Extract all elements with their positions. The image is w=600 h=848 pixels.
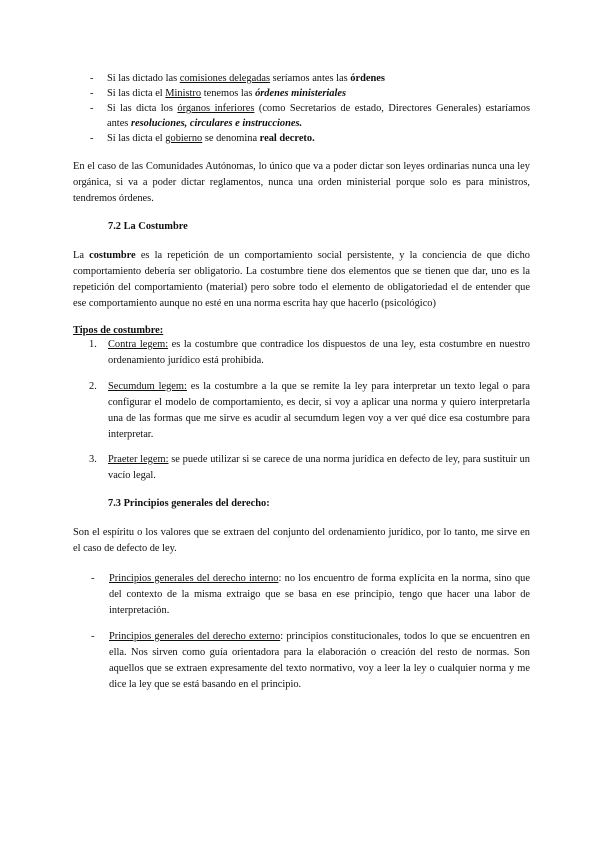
principios-paragraph: Son el espíritu o los valores que se extraen del conjunto del ordenamiento jurídico, por lo tanto, me sirve en el caso de defecto de ley. [73, 527, 530, 554]
ccaa-paragraph: En el caso de las Comunidades Autónomas, lo único que va a poder dictar son leyes ordinarias nunca una ley orgánica, si va a poder dictar reglamentos, nunca una orden ministerial porque solo es para ministros, tendremos órdenes. [73, 161, 530, 204]
list-dash: - [91, 573, 95, 584]
list-dash: - [91, 631, 95, 642]
list-number: 2. [89, 381, 97, 392]
list-dash: - [90, 88, 94, 99]
types-title: Tipos de costumbre: [73, 325, 164, 336]
section-heading: 7.3 Principios generales del derecho: [108, 498, 270, 509]
costumbre-paragraph: La costumbre es la repetición de un comportamiento social persistente, y la conciencia de que dicho comportamiento debería ser obligatorio. La costumbre tiene dos elementos que se tienen que dar, uno es la repetición del comportamiento (material) pero sobre todo el elemento de obligatoriedad el de entender que ese comportamiento aunque no esté en una norma escrita hay que hacerlo (psicológico) [73, 250, 530, 309]
list-number: 3. [89, 454, 97, 465]
section-heading: 7.2 La Costumbre [108, 221, 188, 232]
list-dash: - [90, 103, 94, 114]
list-number: 1. [89, 339, 97, 350]
list-dash: - [90, 73, 94, 84]
list-dash: - [90, 133, 94, 144]
document-page: - Si las dictado las comisiones delegadas seríamos antes las órdenes - Si las dicta el Ministro tenemos las órdenes ministeriales - Si las dicta los órganos inferiores (como Secretarios de estado, Directores Generales) estaríamos antes resoluciones, circulares e instrucciones. - Si las dicta el gobierno se denomina real decreto. En el caso de las Comunidades Autónomas, lo único que va a poder dictar son leyes ordinarias nunca una ley orgánica, si va a poder dictar reglamentos, nunca una orden ministerial porque solo es para ministros, tendremos órdenes. 7.2 La Costumbre La costumbre es la repetición de un comportamiento social persistente, y la conciencia de que dicho comportamiento debería ser obligatorio. La costumbre tiene dos elementos que se tienen que dar, uno es la repetición del comportamiento (material) pero sobre todo el elemento de obligatoriedad el de entender que ese comportamiento aunque no esté en una norma escrita hay que hacerlo (psicológico) Tipos de costumbre: 1. Contra legem: es la costumbre que contradice los dispuestos de una ley, esta costumbre en nuestro ordenamiento jurídico está prohibida. 2. Secumdum legem: es la costumbre a la que se remite la ley para interpretar un texto legal o para configurar el modelo de comportamiento, es decir, si voy a aplicar una norma y quiero interpretarla una de las formas que me sirve es acudir al secumdum legen voy a ver qué dice esa costumbre para interpretar. 3. Praeter legem: se puede utilizar si se carece de una norma jurídica en defecto de ley, para sustituir un vacío legal. 7.3 Principios generales del derecho: Son el espíritu o los valores que se extraen del conjunto del ordenamiento jurídico, por lo tanto, me sirve en el caso de defecto de ley. - Principios generales del derecho interno: no los encuentro de forma explícita en la norma, sino que del contexto de la misma extraigo que se basa en ese principio, tengo que hacer una labor de interpretación. - Principios generales del derecho externo: principios constitucionales, todos lo que se encuentren en ella. Nos sirven como guía orientadora para la elaboración o creación del resto de normas. Son aquellos que se extraen expresamente del texto normativo, voy a leer la ley o cualquier norma y me dice la ley que se está basando en el principio. [73, 73, 531, 690]
